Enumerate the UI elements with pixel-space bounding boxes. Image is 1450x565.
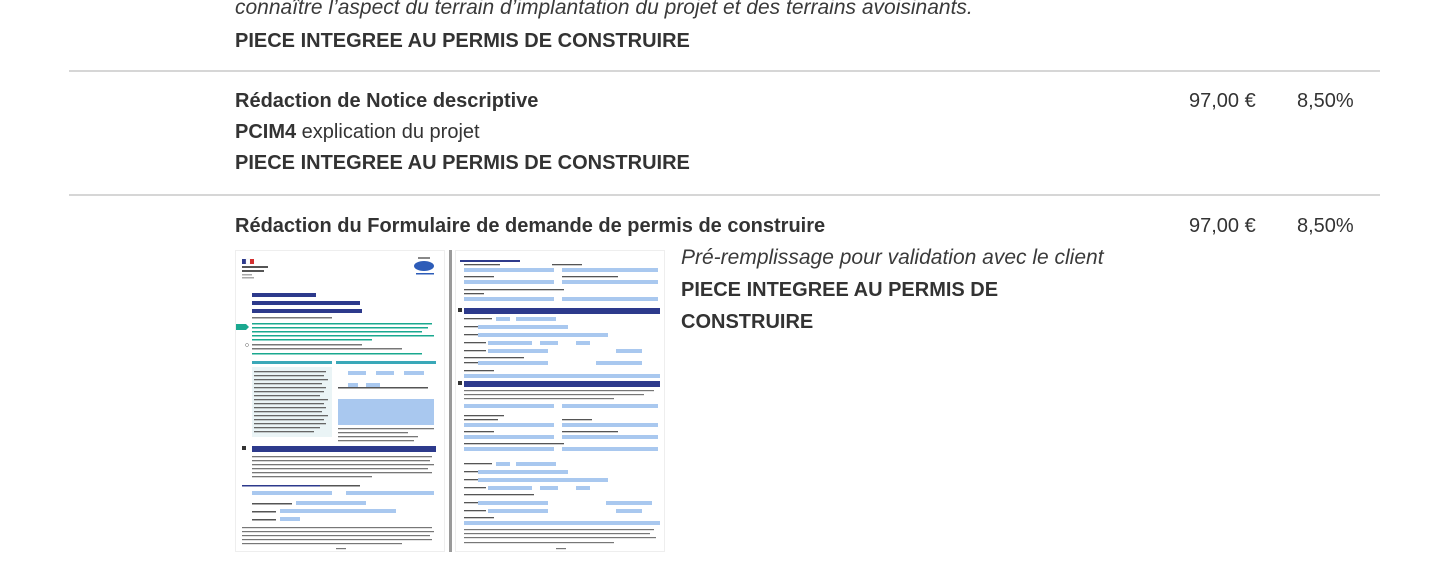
- item-description-italic: Pré-remplissage pour validation avec le client: [681, 246, 1104, 269]
- item-description: [681, 242, 1111, 338]
- row-divider: [69, 70, 1380, 72]
- item-price: 97,00 €: [1189, 215, 1256, 237]
- form-page-2: [455, 250, 665, 552]
- previous-item-description: [235, 0, 1235, 56]
- item-tax-rate: 8,50%: [1297, 90, 1354, 112]
- row-divider: [69, 194, 1380, 196]
- item-code-line: [235, 117, 1380, 148]
- cerfa-form-thumbnail: [235, 250, 665, 556]
- item-title: Rédaction de Notice descriptive: [235, 90, 539, 112]
- previous-item-italic-text: connaître l’aspect du terrain d’implantation du projet et des terrains avoisinants.: [235, 0, 973, 19]
- item-title: Rédaction du Formulaire de demande de permis de construire: [235, 215, 826, 237]
- form-page-2-illustration: [456, 251, 665, 552]
- form-page-1: [235, 250, 445, 552]
- form-page-1-illustration: [236, 251, 445, 552]
- item-description-caps: PIECE INTEGREE AU PERMIS DE CONSTRUIRE: [681, 279, 999, 333]
- item-code-description: explication du projet: [296, 121, 480, 143]
- item-code: PCIM4: [235, 121, 297, 143]
- page-separator: [449, 250, 452, 552]
- previous-item-caps-text: PIECE INTEGREE AU PERMIS DE CONSTRUIRE: [235, 30, 690, 52]
- item-caps-text: PIECE INTEGREE AU PERMIS DE CONSTRUIRE: [235, 152, 690, 174]
- item-price: 97,00 €: [1189, 90, 1256, 112]
- item-tax-rate: 8,50%: [1297, 215, 1354, 237]
